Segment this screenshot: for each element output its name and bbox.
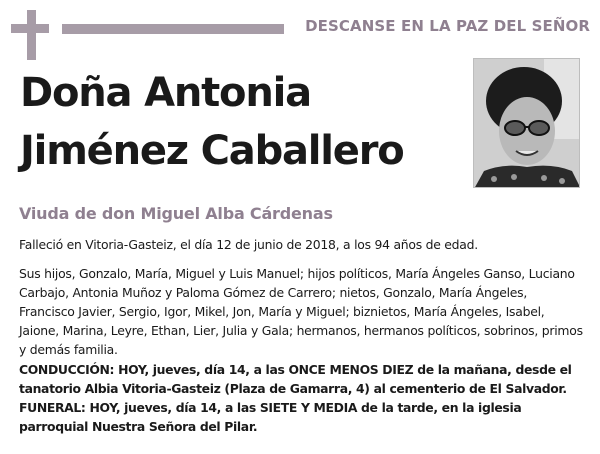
header-title: DESCANSE EN LA PAZ DEL SEÑOR <box>305 17 590 35</box>
family-text: Sus hijos, Gonzalo, María, Miguel y Luis Manuel; hijos políticos, María Ángeles Ganso, Luciano Carbajo, Antonia Muñoz y Paloma Gómez de Carrero; nietos, Gonzalo, María Ángeles, Francisco Javier, Sergio, Igor, Mikel, Jon, María y Miguel; biznietos, María Ángeles, Isabel, Jaione, Marina, Leyre, Ethan, Lier, Julia y Gala; hermanos, hermanos políticos, sobrinos, primos y demás familia. <box>19 266 583 357</box>
death-notice-text: Falleció en Vitoria-Gasteiz, el día 12 de junio de 2018, a los 94 años de edad. <box>19 237 478 252</box>
deceased-name-line2: Jiménez Caballero <box>20 128 404 174</box>
conduccion-text: CONDUCCIÓN: HOY, jueves, día 14, a las ONCE MENOS DIEZ de la mañana, desde el tanatorio Albia Vitoria-Gasteiz (Plaza de Gamarra, 4) al cementerio de El Salvador. <box>19 362 572 396</box>
deceased-name-line1: Doña Antonia <box>20 70 311 116</box>
funeral-text: FUNERAL: HOY, jueves, día 14, a las SIETE Y MEDIA de la tarde, en la iglesia parroquial Nuestra Señora del Pilar. <box>19 400 522 434</box>
cross-horizontal-bar <box>11 24 49 33</box>
widow-of-line: Viuda de don Miguel Alba Cárdenas <box>19 204 333 223</box>
cross-vertical-bar <box>27 10 36 60</box>
portrait-image <box>474 59 580 188</box>
header-divider-bar <box>62 24 284 34</box>
portrait-photo <box>473 58 580 188</box>
